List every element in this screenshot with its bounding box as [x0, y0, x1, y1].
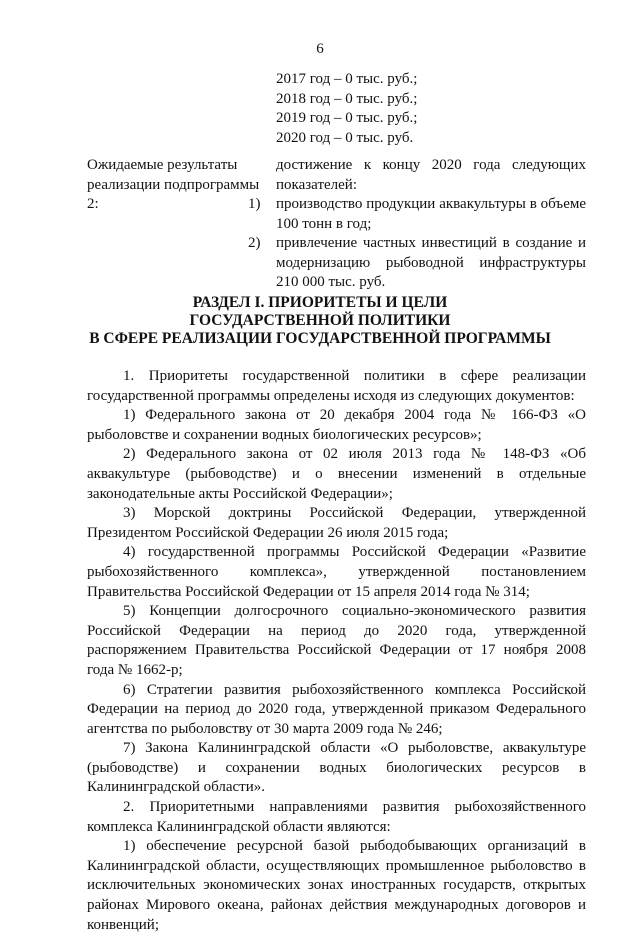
section-body: [87, 367, 586, 935]
section-title-line: РАЗДЕЛ I. ПРИОРИТЕТЫ И ЦЕЛИ: [192, 294, 448, 311]
funding-line: 2018 год – 0 тыс. руб.;: [276, 90, 418, 107]
list-item: 5) Концепции долгосрочного социально-экономического развития Российской Федерации на период до 2020 года, утвержденной распоряжением Правительства Российской Федерации от 17 ноября 2008 года № 1662-р;: [87, 603, 586, 678]
list-item: 1) Федерального закона от 20 декабря 2004 года № 166-ФЗ «О рыболовстве и сохранении водных биологических ресурсов»;: [87, 407, 586, 443]
paragraph: 1. Приоритеты государственной политики в сфере реализации государственной программы определены исходя из следующих документов:: [87, 368, 586, 404]
funding-line: 2020 год – 0 тыс. руб.: [276, 129, 414, 146]
list-item: 2) Федерального закона от 02 июля 2013 года № 148-ФЗ «Об аквакультуре (рыбоводстве) и о внесении изменений в отдельные законодательные акты Российской Федерации»;: [87, 446, 586, 502]
item-text: производство продукции аквакультуры в объеме 100 тонн в год;: [276, 196, 586, 232]
expected-result-item: [240, 195, 586, 234]
item-number: 2): [248, 235, 261, 251]
expected-results-label: Ожидаемые результаты реализации подпрограммы 2:: [87, 157, 260, 212]
funding-line: 2017 год – 0 тыс. руб.;: [276, 71, 418, 87]
expected-results-intro: достижение к концу 2020 года следующих показателей:: [276, 157, 586, 193]
list-item: 4) государственной программы Российской Федерации «Развитие рыбохозяйственного комплекса», утвержденной постановлением Правительства Российской Федерации от 15 апреля 2014 года № 314;: [87, 544, 586, 600]
list-item: 1) обеспечение ресурсной базой рыбодобывающих организаций в Калининградской области, осуществляющих промышленное рыболовство в исключительных экономических зонах иностранных государств, открытых районах Мирового океана, районах действия международных договоров и конвенций;: [87, 838, 586, 933]
section-title-line: В СФЕРЕ РЕАЛИЗАЦИИ ГОСУДАРСТВЕННОЙ ПРОГРАММЫ: [89, 330, 551, 347]
item-number: 1): [248, 196, 261, 212]
expected-results-body: [240, 156, 586, 293]
expected-result-item: [240, 234, 586, 293]
paragraph: 2. Приоритетными направлениями развития рыбохозяйственного комплекса Калининградской области являются:: [87, 799, 586, 835]
list-item: 6) Стратегии развития рыбохозяйственного комплекса Российской Федерации на период до 2020 года, утвержденной приказом Федерального агентства по рыболовству от 30 марта 2009 года № 246;: [87, 681, 586, 737]
page-number: 6: [316, 41, 324, 57]
item-text: привлечение частных инвестиций в создание и модернизацию рыбоводной инфраструктуры 210 000 тыс. руб.: [276, 235, 586, 290]
list-item: 3) Морской доктрины Российской Федерации, утвержденной Президентом Российской Федерации 26 июля 2015 года;: [87, 505, 586, 541]
funding-by-year: [276, 70, 417, 148]
section-title: [60, 294, 580, 348]
list-item: 7) Закона Калининградской области «О рыболовстве, аквакультуре (рыбоводстве) и сохранении водных биологических ресурсов в Калининградской области».: [87, 740, 586, 796]
funding-line: 2019 год – 0 тыс. руб.;: [276, 110, 418, 126]
section-title-line: ГОСУДАРСТВЕННОЙ ПОЛИТИКИ: [189, 312, 451, 329]
